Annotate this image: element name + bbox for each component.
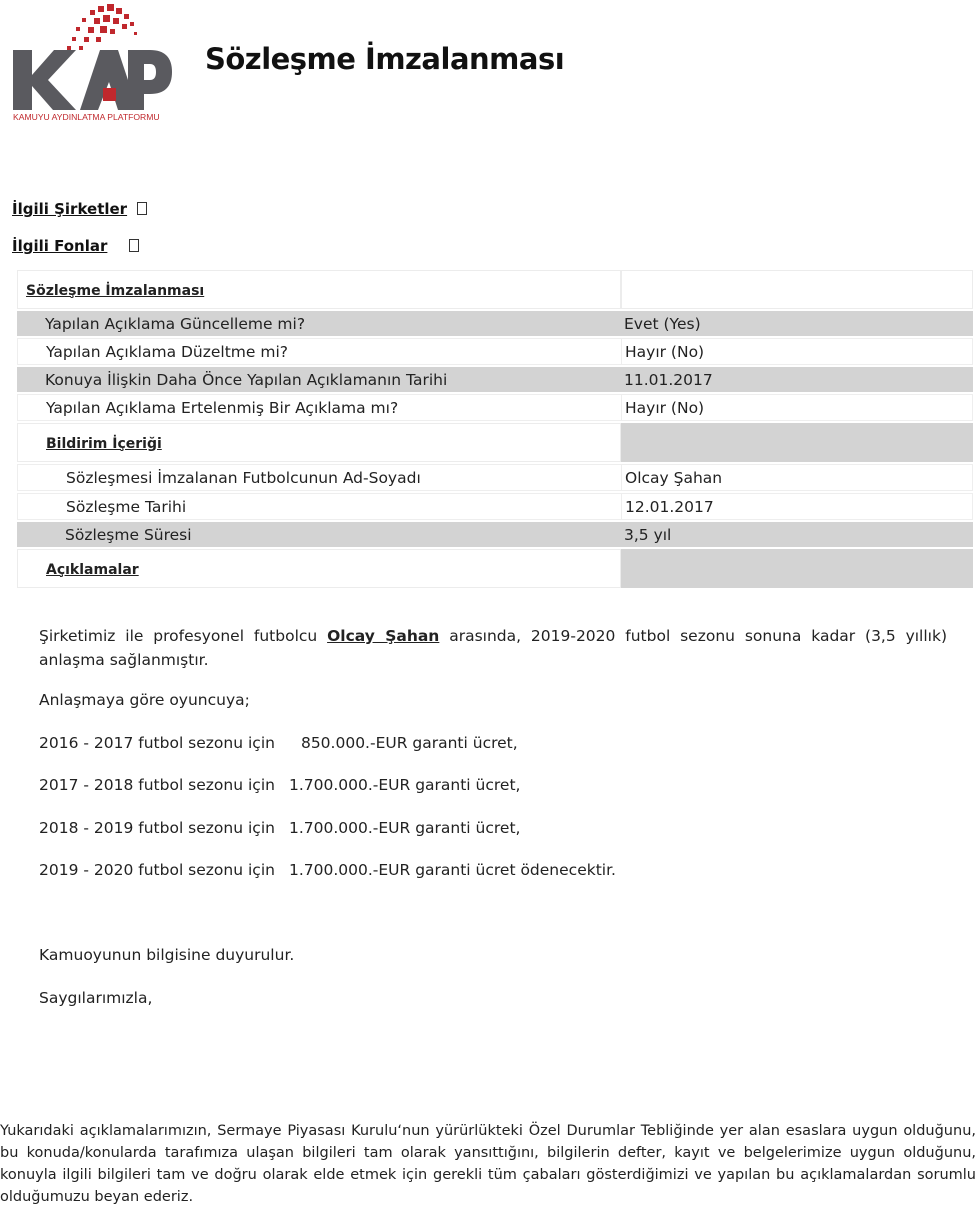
table-row: [17, 394, 973, 421]
row-value: Hayır (No): [621, 394, 973, 421]
related-companies-label: İlgili Şirketler: [12, 200, 128, 218]
season-line: [39, 861, 616, 879]
section-title-explanations: Açıklamalar: [46, 561, 139, 578]
section-row-explanations: [17, 549, 973, 588]
expand-icon: [129, 239, 139, 252]
expand-icon: [137, 202, 147, 215]
row-label: Sözleşme Süresi: [17, 522, 621, 547]
season-amount: 1.700.000.-EUR garanti ücret ödenecektir.: [288, 861, 616, 879]
row-label: Yapılan Açıklama Düzeltme mi?: [17, 338, 621, 365]
related-companies-toggle[interactable]: [12, 200, 147, 218]
table-row: [17, 311, 973, 336]
explanation-paragraph: Şirketimiz ile profesyonel futbolcu Olcay Şahan arasında, 2019-2020 futbol sezonu sonuna kadar (3,5 yıllık) anlaşma sağlanmıştır.: [39, 627, 947, 669]
signature-line: Saygılarımızla,: [39, 989, 153, 1007]
row-value: 11.01.2017: [621, 367, 973, 392]
table-row: [17, 338, 973, 365]
player-name: Olcay Şahan: [327, 627, 440, 645]
section-row-notification: [17, 423, 973, 462]
season-amount: 850.000.-EUR garanti ücret,: [300, 734, 518, 752]
row-label: Yapılan Açıklama Güncelleme mi?: [17, 311, 621, 336]
logo-subtitle: KAMUYU AYDINLATMA PLATFORMU: [13, 112, 160, 122]
season-amount: 1.700.000.-EUR garanti ücret,: [288, 819, 521, 837]
season-line: [39, 776, 520, 794]
closing-line: Kamuoyunun bilgisine duyurulur.: [39, 946, 295, 964]
row-label: Sözleşmesi İmzalanan Futbolcunun Ad-Soyadı: [17, 464, 621, 491]
season-line: [39, 734, 518, 752]
table-row: [17, 367, 973, 392]
season-label: 2018 - 2019 futbol sezonu için: [39, 819, 275, 837]
legal-disclaimer: Yukarıdaki açıklamalarımızın, Sermaye Piyasası Kurulu‘nun yürürlükteki Özel Durumlar Tebliğinde yer alan esaslara uygun olduğunu, bu konuda/konularda tarafımıza ulaşan bilgileri tam olarak yansıttığını, bilgilerin defter, kayıt ve belgelerimize uygun olduğunu, konuyla ilgili bilgileri tam ve doğru olarak elde etmek için gerekli tüm çabaları gösterdiğimizi ve yapılan bu açıklamalardan sorumlu olduğumuzu beyan ederiz.: [0, 1123, 976, 1205]
season-label: 2019 - 2020 futbol sezonu için: [39, 861, 275, 879]
logo-dots-icon: [67, 4, 137, 50]
table-row: [17, 493, 973, 520]
related-funds-label: İlgili Fonlar: [12, 237, 108, 255]
row-label: Yapılan Açıklama Ertelenmiş Bir Açıklama mı?: [17, 394, 621, 421]
row-value: Evet (Yes): [621, 311, 973, 336]
disclosure-table: [17, 268, 973, 590]
table-row: [17, 522, 973, 547]
section-title-contract: Sözleşme İmzalanması: [26, 282, 205, 299]
row-value: Hayır (No): [621, 338, 973, 365]
season-line: [39, 819, 520, 837]
related-funds-toggle[interactable]: [12, 237, 139, 255]
table-header-row: [17, 270, 973, 309]
row-value: 12.01.2017: [621, 493, 973, 520]
season-amount: 1.700.000.-EUR garanti ücret,: [288, 776, 521, 794]
table-row: [17, 464, 973, 491]
page-title: Sözleşme İmzalanması: [205, 42, 565, 76]
section-title-notification: Bildirim İçeriği: [46, 435, 162, 452]
season-label: 2016 - 2017 futbol sezonu için: [39, 734, 275, 752]
row-value: 3,5 yıl: [621, 522, 973, 547]
row-label: Sözleşme Tarihi: [17, 493, 621, 520]
kap-logo: [10, 2, 172, 124]
row-label: Konuya İlişkin Daha Önce Yapılan Açıklamanın Tarihi: [17, 367, 621, 392]
row-value: Olcay Şahan: [621, 464, 973, 491]
agreement-intro: Anlaşmaya göre oyuncuya;: [39, 691, 250, 709]
season-label: 2017 - 2018 futbol sezonu için: [39, 776, 275, 794]
